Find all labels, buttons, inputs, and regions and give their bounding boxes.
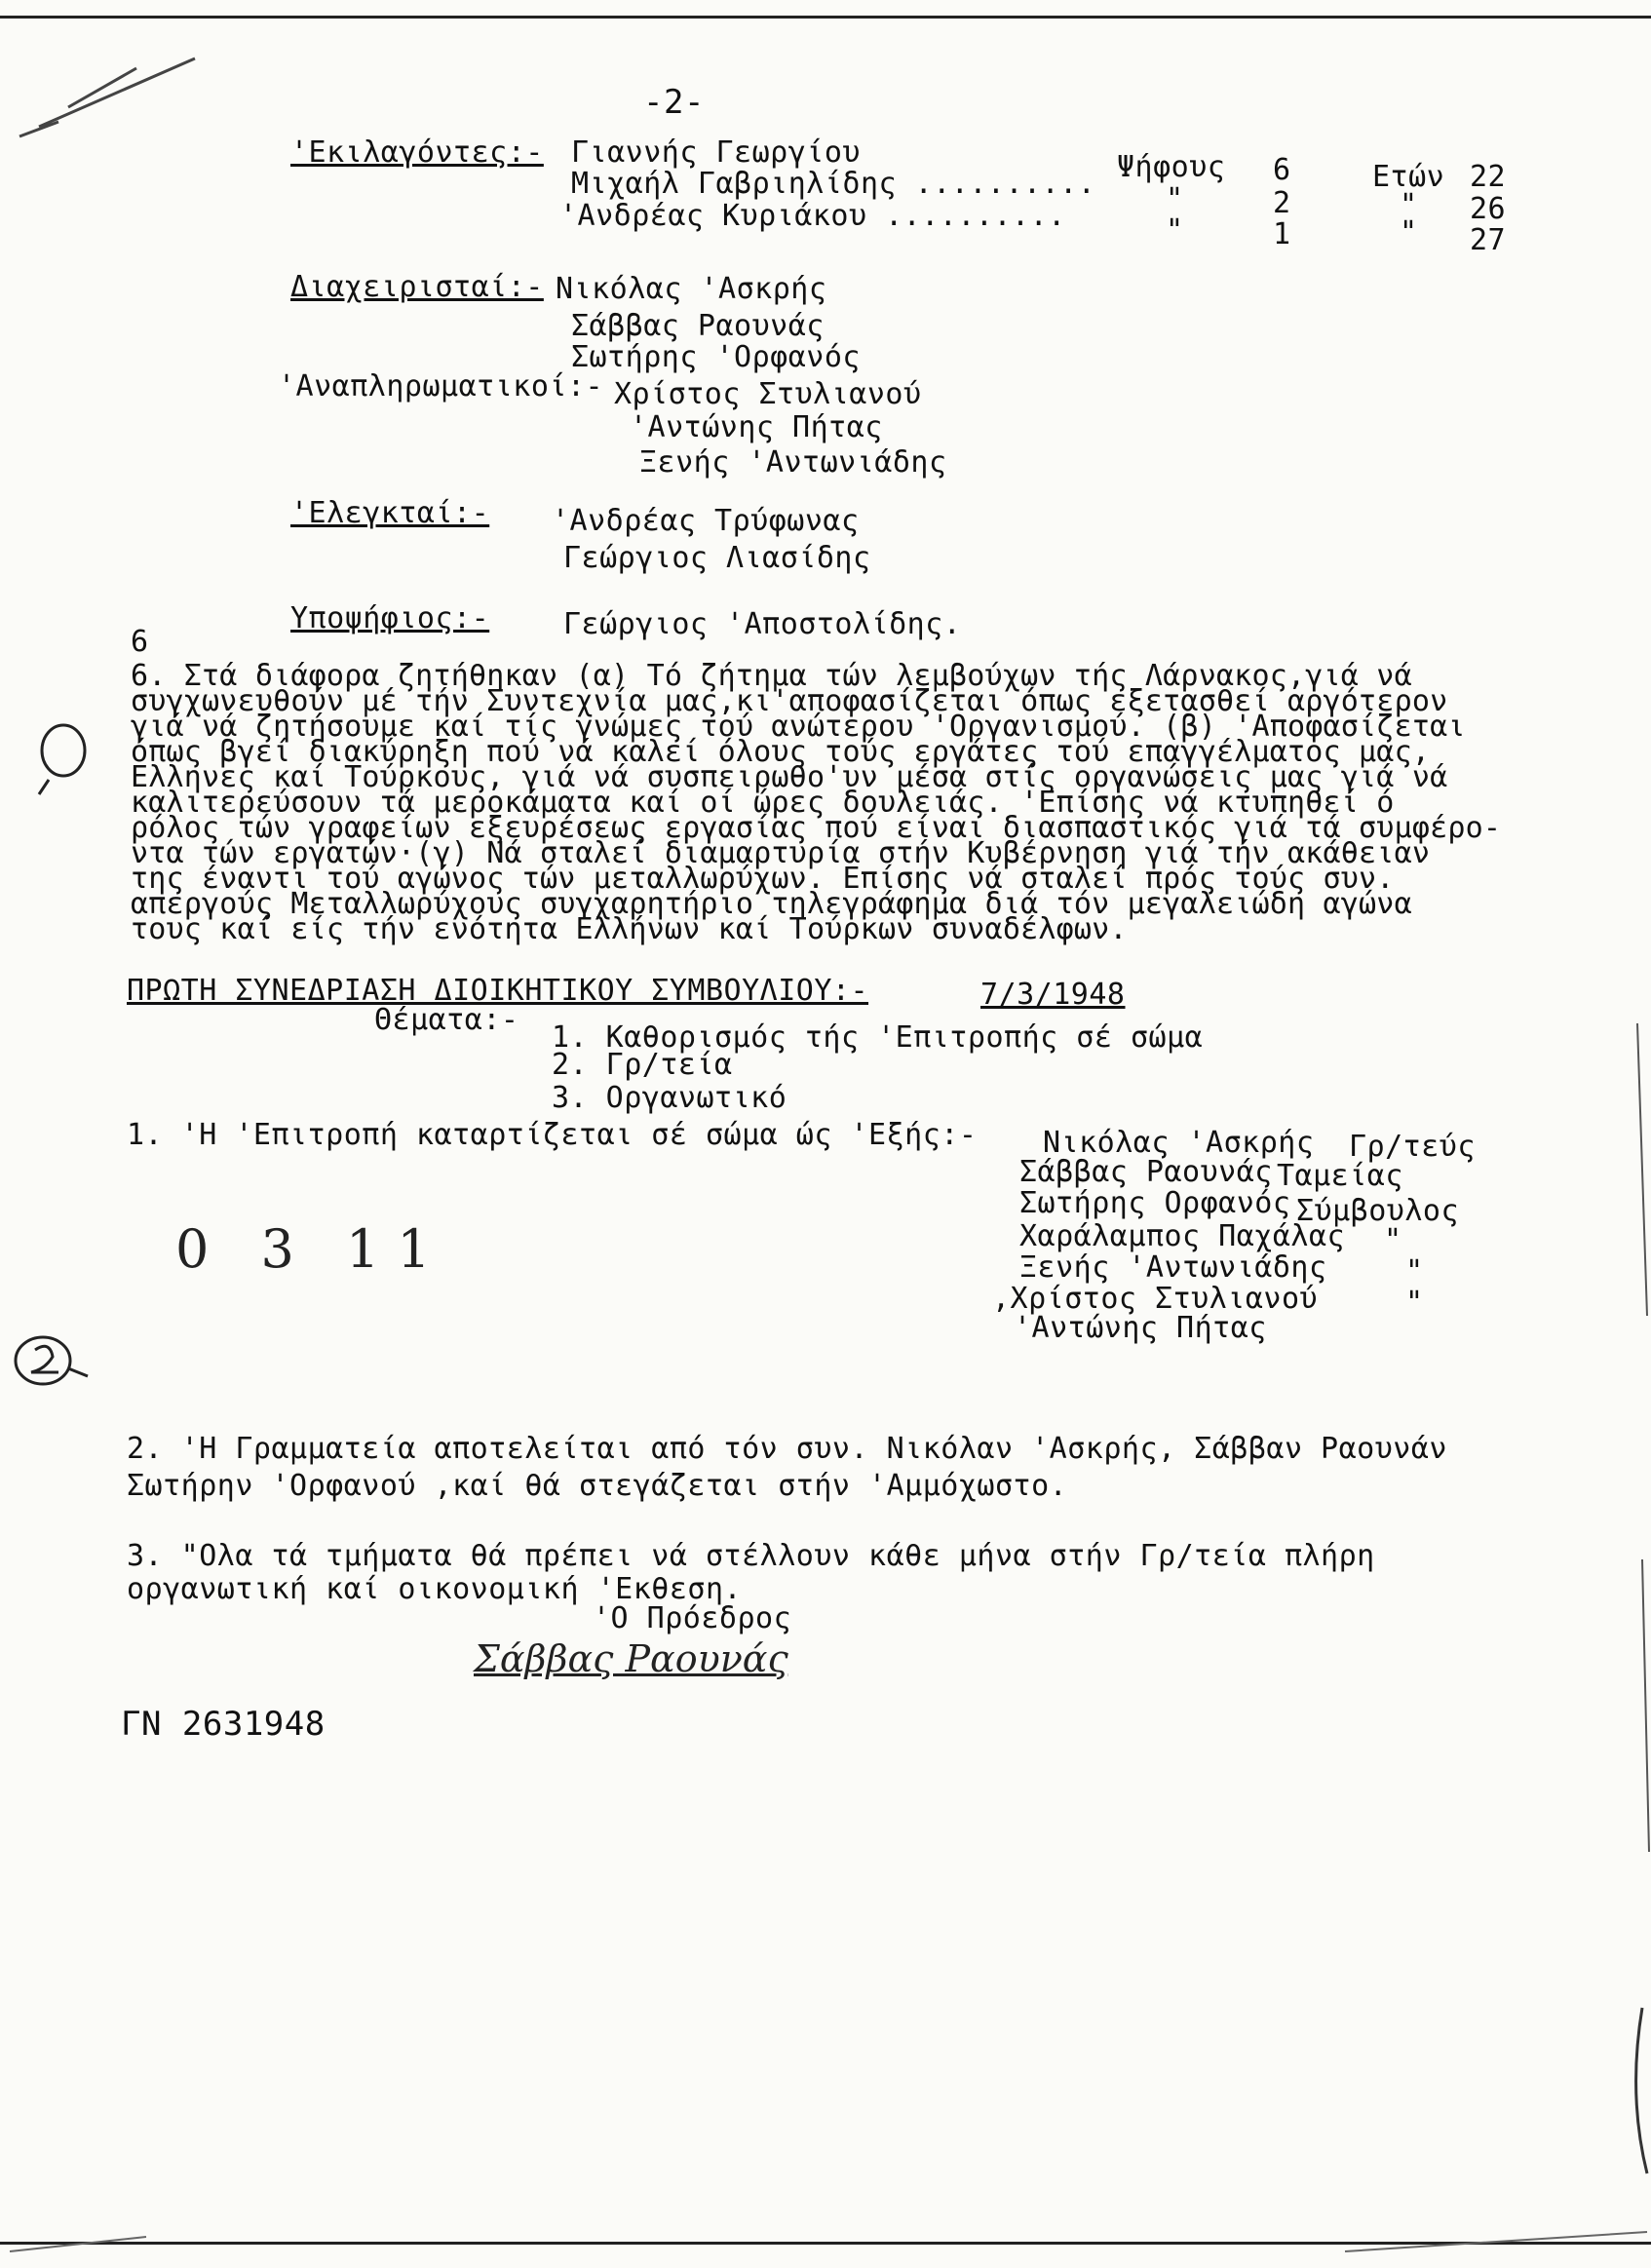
votes-label: Ψήφους bbox=[1117, 150, 1226, 184]
role-4: " bbox=[1384, 1223, 1402, 1257]
role-name-3: Σωτήρης Ορφανός bbox=[1019, 1186, 1291, 1220]
auditor-2: Γεώργιος Λιασίδης bbox=[563, 541, 871, 575]
role-name-5: Ξενής 'Αντωνιάδης bbox=[1019, 1250, 1327, 1285]
section6-line-5: Ελληνες καί Τούρκους, γιά νά συσπειρωθο'υν μέσα στίς οργανώσεις μας γιά νά bbox=[131, 760, 1448, 794]
section6-line-2: συγχωνευθούν μέ τήν Συντεχνία μας,κι'αποφασίζεται όπως εξετασθεί αργότερον bbox=[131, 684, 1448, 718]
age-label: Ετών bbox=[1372, 160, 1445, 194]
item3-line-1: 3. "Ολα τά τμήματα θά πρέπει νά στέλλουν κάθε μήνα στήν Γρ/τεία πλήρη bbox=[127, 1539, 1375, 1573]
votes-2: 2 bbox=[1273, 186, 1291, 220]
substitute-3: Ξενής 'Αντωνιάδης bbox=[639, 445, 947, 480]
age-ditto-3: " bbox=[1400, 215, 1418, 250]
role-1: Γρ/τεύς bbox=[1349, 1130, 1476, 1164]
signature-handwritten: Σάββας Ραουνάς bbox=[474, 1637, 788, 1680]
section6-line-3: γιά νά ζητήσουμε καί τίς γνώμες τού ανώτερου 'Οργανισμού. (β) 'Αποφασίζεται bbox=[131, 710, 1466, 744]
substitute-2: 'Αντώνης Πήτας bbox=[630, 410, 883, 444]
auditor-1: 'Ανδρέας Τρύφωνας bbox=[552, 504, 860, 538]
signature-title: 'Ο Πρόεδρος bbox=[593, 1601, 792, 1635]
candidate-label: Υποψήφιος:- bbox=[290, 601, 490, 635]
votes-3: 1 bbox=[1273, 217, 1291, 251]
margin-circle-mark bbox=[29, 711, 97, 799]
page-number: -2- bbox=[643, 83, 705, 122]
votes-ditto-2: " bbox=[1166, 182, 1184, 216]
elected-name-1: Γιαννής Γεωργίου bbox=[571, 135, 861, 170]
elected-name-2: Μιχαήλ Γαβριηλίδης .......... bbox=[571, 167, 1096, 201]
age-3: 27 bbox=[1470, 223, 1507, 257]
candidate-name: Γεώργιος 'Αποστολίδης. bbox=[563, 607, 962, 641]
elected-name-3: 'Ανδρέας Κυριάκου .......... bbox=[559, 199, 1066, 233]
votes-ditto-3: " bbox=[1166, 213, 1184, 248]
role-name-7: 'Αντώνης Πήτας bbox=[1014, 1311, 1267, 1345]
manager-3: Σωτήρης 'Ορφανός bbox=[571, 340, 861, 374]
reference-code: ΓΝ 2631948 bbox=[121, 1705, 326, 1744]
section6-line-1: 6. Στά διάφορα ζητήθηκαν (α) Τό ζήτημα τών λεμβούχων τής Λάρνακος,γιά νά bbox=[131, 659, 1412, 693]
substitutes-label: 'Αναπληρωματικοί:- bbox=[278, 369, 604, 404]
section6-line-7: ρόλος τών γραφείων εξευρέσεως εργασίας πού είναι διασπαστικός γιά τά συμφέρο- bbox=[131, 811, 1502, 845]
role-3: Σύμβουλος bbox=[1296, 1194, 1460, 1228]
manager-2: Σάββας Ραουνάς bbox=[571, 309, 825, 343]
topic-3: 3. Οργανωτικό bbox=[552, 1081, 787, 1115]
margin-mark: 6 bbox=[131, 625, 149, 659]
role-5: " bbox=[1405, 1254, 1424, 1288]
section6-line-8: ντα τών εργατών·(γ) Νά σταλεί διαμαρτυρία στήν Κυβέρνηση γιά τήν ακάθειαν bbox=[131, 836, 1431, 870]
age-2: 26 bbox=[1470, 192, 1507, 226]
section6-line-4: όπως βγεί διακύρηξη πού νά καλεί όλους τούς εργάτες τού επαγγέλματος μας, bbox=[131, 735, 1431, 769]
manager-1: Νικόλας 'Ασκρής bbox=[556, 272, 827, 306]
votes-1: 6 bbox=[1273, 153, 1291, 187]
role-name-6: ,Χρίστος Στυλιανού bbox=[992, 1282, 1319, 1316]
age-1: 22 bbox=[1470, 160, 1507, 194]
role-6: " bbox=[1405, 1286, 1424, 1320]
item1-text: 1. 'Η 'Επιτροπή καταρτίζεται σέ σώμα ώς 'Εξής:- bbox=[127, 1118, 978, 1152]
role-name-2: Σάββας Ραουνάς bbox=[1019, 1155, 1273, 1189]
substitute-1: Χρίστος Στυλιανού bbox=[614, 377, 922, 411]
item2-line-1: 2. 'Η Γραμματεία αποτελείται από τόν συν. Νικόλαν 'Ασκρής, Σάββαν Ραουνάν bbox=[127, 1432, 1447, 1466]
age-ditto-2: " bbox=[1400, 188, 1418, 222]
meeting-heading: ΠΡΩΤΗ ΣΥΝΕΔΡΙΑΣΗ ΔΙΟΙΚΗΤΙΚΟΥ ΣΥΜΒΟΥΛΙΟΥ:- bbox=[127, 974, 869, 1008]
topic-2: 2. Γρ/τεία bbox=[552, 1048, 733, 1082]
managers-label: Διαχειρισταί:- bbox=[290, 270, 544, 304]
elected-label: 'Εκιλαγόντες:- bbox=[290, 135, 544, 170]
section6-line-9: της έναντι τού αγώνος τών μεταλλωρύχων. Επίσης νά σταλεί πρός τούς συν. bbox=[131, 862, 1395, 896]
item2-line-2: Σωτήρην 'Ορφανού ,καί θά στεγάζεται στήν 'Αμμόχωστο. bbox=[127, 1469, 1068, 1503]
margin-circle-mark-2 bbox=[6, 1326, 94, 1394]
auditors-label: 'Ελεγκταί:- bbox=[290, 496, 490, 530]
meeting-date: 7/3/1948 bbox=[980, 978, 1126, 1012]
role-name-4: Χαράλαμπος Παχάλας bbox=[1019, 1219, 1346, 1253]
section6-line-6: καλιτερεύσουν τά μεροκάματα καί οί ώρες δουλειάς. 'Επίσης νά κτυπηθεί ό bbox=[131, 786, 1395, 820]
item3-line-2: οργανωτική καί οικονομική 'Εκθεση. bbox=[127, 1572, 743, 1606]
topics-label: Θέματα:- bbox=[374, 1003, 519, 1037]
topic-1: 1. Καθορισμός τής 'Επιτροπής σέ σώμα bbox=[552, 1020, 1204, 1055]
role-2: Ταμείας bbox=[1277, 1159, 1403, 1193]
role-name-1: Νικόλας 'Ασκρής bbox=[1043, 1126, 1315, 1160]
section6-line-11: τους καί είς τήν ενότητα Ελλήνων καί Τούρκων συναδέλφων. bbox=[131, 912, 1128, 946]
handwritten-code: 0 3 11 bbox=[175, 1218, 448, 1280]
section6-line-10: απεργούς Μεταλλωρύχους συγχαρητήριο τηλεγράφημα διά τόν μεγαλειώδη αγώνα bbox=[131, 887, 1412, 921]
